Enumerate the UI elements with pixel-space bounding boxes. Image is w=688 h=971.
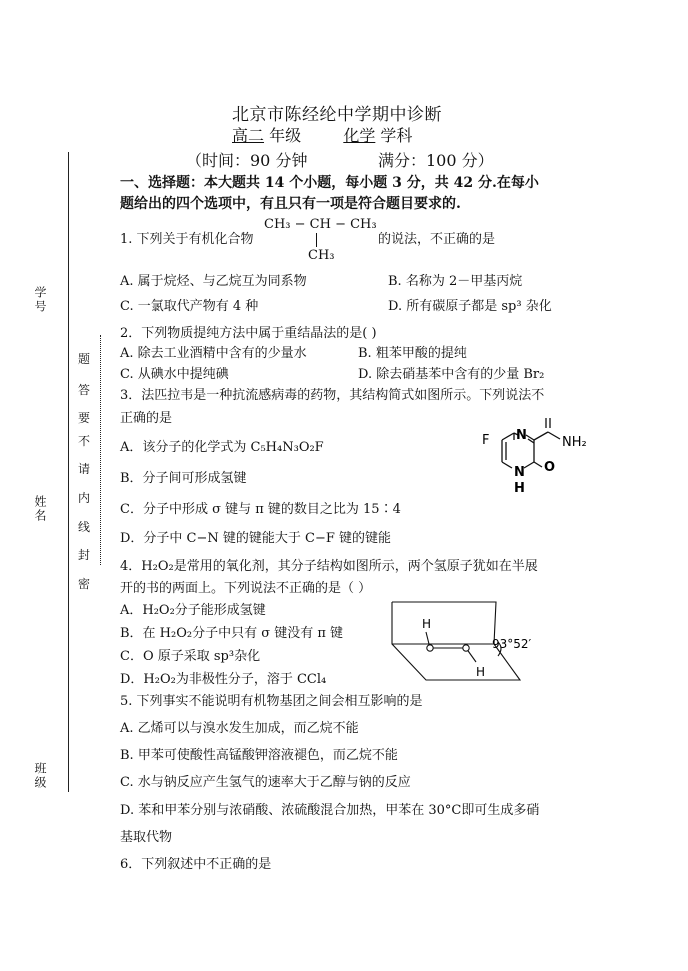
q5-option-b: B. 甲苯可使酸性高锰酸钾溶液褪色，而乙烷不能 [120, 748, 398, 763]
q1-formula-main: CH₃ − CH − CH₃ [264, 217, 377, 232]
name-label: 姓名 [33, 495, 47, 523]
q3-group-nh2: NH₂ [562, 435, 587, 450]
q5-option-d-cont: 基取代物 [120, 830, 173, 845]
q4-stem-line2: 开的书的两面上。下列说法不正确的是（ ） [120, 581, 372, 596]
exam-number-label: 学号 [33, 286, 47, 314]
q5-stem: 5. 下列事实不能说明有机物基团之间会相互影响的是 [120, 694, 423, 709]
q1-formula [264, 217, 377, 232]
subject-value: 化学 [343, 126, 376, 145]
q4-stem-line1: 4．H₂O₂是常用的氧化剂，其分子结构如图所示，两个氢原子犹如在半展 [120, 559, 538, 574]
time-info: （时间：90 分钟 [186, 151, 308, 170]
q1-option-a: A. 属于烷烃、与乙烷互为同系物 [120, 274, 307, 289]
q5-option-a: A. 乙烯可以与溴水发生加成，而乙烷不能 [120, 721, 359, 736]
q1-stem-pre: 1. 下列关于有机化合物 [120, 232, 254, 247]
q3-option-d: D．分子中 C−N 键的键能大于 C−F 键的键能 [120, 531, 392, 546]
q1-option-d: D. 所有碳原子都是 sp³ 杂化 [388, 299, 552, 314]
subject-suffix: 学科 [380, 126, 413, 145]
seal-char: 题 [77, 352, 90, 366]
seal-char: 线 [77, 520, 90, 534]
q5-option-c: C. 水与钠反应产生氢气的速率大于乙醇与钠的反应 [120, 775, 411, 790]
q4-option-b: B．在 H₂O₂分子中只有 σ 键没有 π 键 [120, 626, 344, 641]
binding-line-left [68, 152, 69, 792]
grade-subject-line [232, 123, 412, 146]
section-intro-line2: 题给出的四个选项中，有且只有一项是符合题目要求的. [120, 196, 461, 212]
q6-stem: 6．下列叙述中不正确的是 [120, 857, 272, 872]
q3-option-a: A．该分子的化学式为 C₅H₄N₃O₂F [120, 440, 324, 455]
q4-option-a: A．H₂O₂分子能形成氢键 [120, 603, 266, 618]
q1-formula-bond [316, 233, 317, 247]
q1-option-c: C. 一氯取代产物有 4 种 [120, 299, 259, 314]
q3-atom-f: F [482, 433, 490, 448]
class-label: 班级 [33, 762, 47, 790]
q3-atom-n-top: N [516, 428, 527, 443]
q4-option-c: C．O 原子采取 sp³杂化 [120, 649, 261, 664]
h2o2-h-bottom: H [476, 665, 486, 679]
seal-char: 答 [77, 383, 90, 397]
seal-char: 请 [77, 462, 90, 476]
q3-atom-n-bottom: N [514, 465, 525, 480]
h2o2-angle: 93°52′ [492, 637, 532, 651]
seal-char: 要 [77, 411, 90, 425]
q2-option-d: D. 除去硝基苯中含有的少量 Br₂ [358, 367, 545, 382]
q3-stem-line1: 3．法匹拉韦是一种抗流感病毒的药物，其结构简式如图所示。下列说法不 [120, 388, 545, 403]
h2o2-h-top: H [422, 617, 432, 631]
q2-option-c: C. 从碘水中提纯碘 [120, 367, 229, 382]
q5-option-d: D. 苯和甲苯分别与浓硝酸、浓硫酸混合加热，甲苯在 30°C即可生成多硝 [120, 803, 540, 818]
section-intro-line1: 一、选择题：本大题共 14 个小题，每小题 3 分，共 42 分.在每小 [120, 175, 539, 191]
score-info: 满分：100 分） [378, 151, 494, 170]
binding-line-dotted [100, 335, 101, 565]
q2-option-a: A. 除去工业酒精中含有的少量水 [120, 346, 307, 361]
grade-suffix: 年级 [269, 126, 302, 145]
q4-option-d: D．H₂O₂为非极性分子，溶于 CCl₄ [120, 672, 327, 687]
q3-option-b: B．分子间可形成氢键 [120, 471, 247, 486]
q1-option-b: B. 名称为 2－甲基丙烷 [388, 274, 523, 289]
q1-stem-post: 的说法，不正确的是 [378, 232, 496, 247]
h2o2-structure-diagram [386, 598, 532, 686]
q3-atom-h: H [514, 481, 525, 496]
q3-stem-line2: 正确的是 [120, 411, 173, 426]
q1-formula-branch: CH₃ [308, 248, 335, 263]
q3-atom-o: O [544, 460, 556, 475]
q3-option-c: C．分子中形成 σ 键与 π 键的数目之比为 15∶4 [120, 502, 401, 517]
seal-char: 封 [77, 548, 90, 562]
q2-stem: 2．下列物质提纯方法中属于重结晶法的是( ) [120, 326, 377, 341]
favipiravir-structure-diagram [478, 418, 608, 502]
grade-value: 高二 [232, 126, 265, 145]
seal-char: 内 [77, 491, 90, 505]
q2-option-b: B. 粗苯甲酸的提纯 [358, 346, 467, 361]
exam-title: 北京市陈经纶中学期中诊断 [232, 105, 442, 125]
seal-char: 密 [77, 577, 90, 591]
seal-char: 不 [77, 434, 90, 448]
